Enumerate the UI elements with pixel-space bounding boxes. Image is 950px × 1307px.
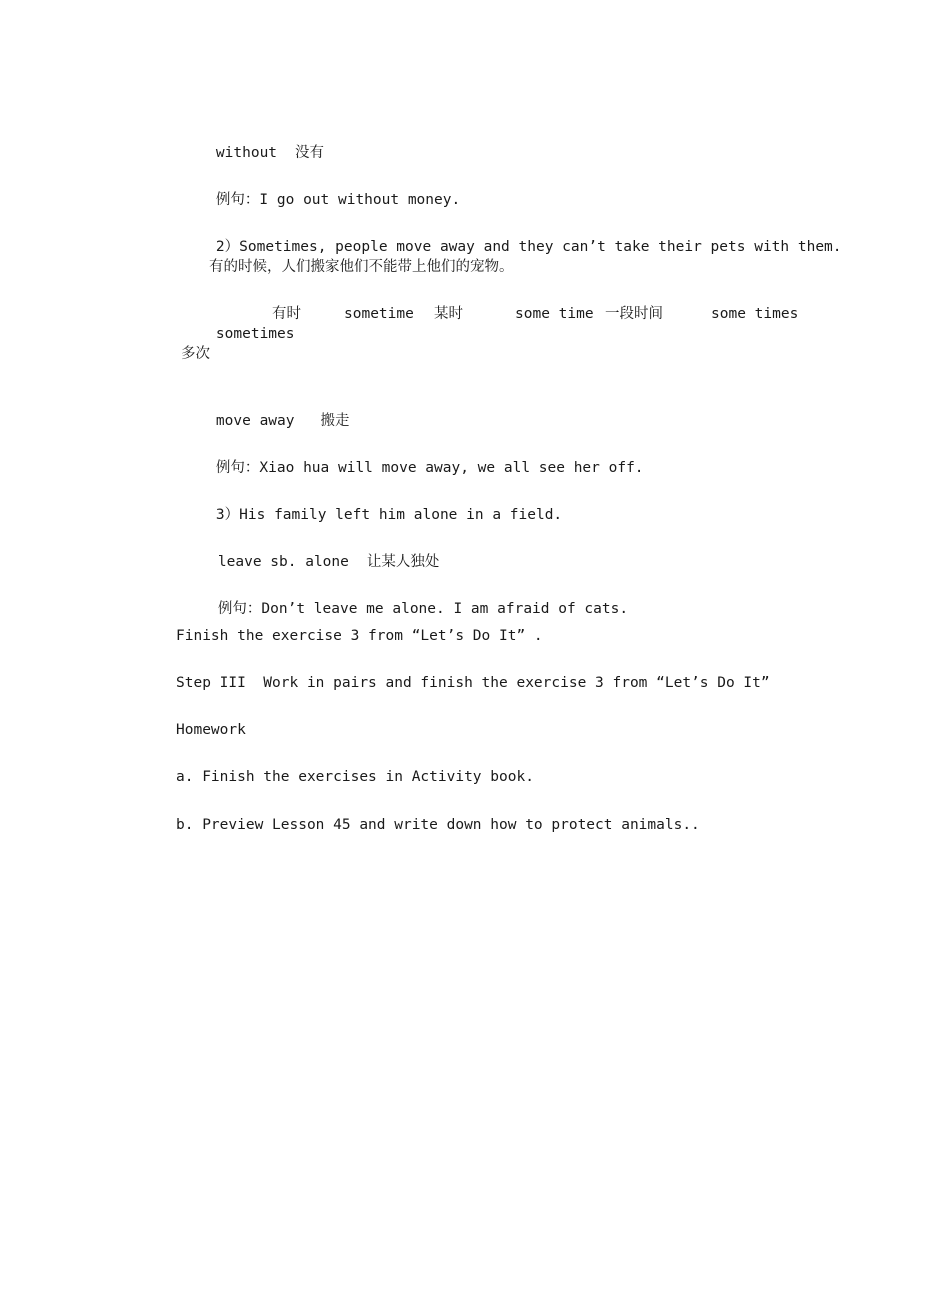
example-label: 例句：	[217, 601, 262, 617]
finish-exercise: Finish the exercise 3 from “Let’s Do It” .	[176, 628, 543, 644]
example-label: 例句：	[215, 460, 260, 476]
word: sometimes	[215, 326, 295, 342]
sentence-text: Sometimes, people move away and they can’t take their pets with them.	[239, 239, 842, 255]
translation: 没有	[295, 145, 325, 161]
word: without	[215, 145, 278, 161]
translation: 让某人独处	[366, 554, 440, 570]
translation: 有时	[272, 306, 301, 322]
translation: 多次	[181, 346, 210, 362]
translation: 搬走	[320, 413, 350, 429]
homework-item-a: a. Finish the exercises in Activity book.	[176, 769, 534, 785]
item-number: 3）	[215, 507, 240, 523]
step-three: Step III Work in pairs and finish the exercise 3 from “Let’s Do It”	[176, 675, 770, 691]
word: some time	[515, 306, 594, 322]
word: sometime	[344, 306, 414, 322]
translation: 某时	[434, 306, 463, 322]
sentence-2-translation: 有的时候，人们搬家他们不能带上他们的宠物。	[209, 259, 514, 275]
example-label: 例句：	[215, 192, 260, 208]
sentence-text: His family left him alone in a field.	[239, 507, 563, 523]
example-text: Don’t leave me alone. I am afraid of cats.	[261, 601, 629, 617]
example-text: I go out without money.	[259, 192, 461, 208]
word: leave sb. alone	[217, 554, 349, 570]
homework-item-b: b. Preview Lesson 45 and write down how to protect animals..	[176, 817, 700, 833]
word: move away	[215, 413, 295, 429]
item-number: 2）	[215, 239, 240, 255]
word: some times	[711, 306, 799, 322]
example-text: Xiao hua will move away, we all see her off.	[259, 460, 644, 476]
homework-heading: Homework	[176, 722, 246, 738]
translation: 一段时间	[605, 306, 663, 322]
